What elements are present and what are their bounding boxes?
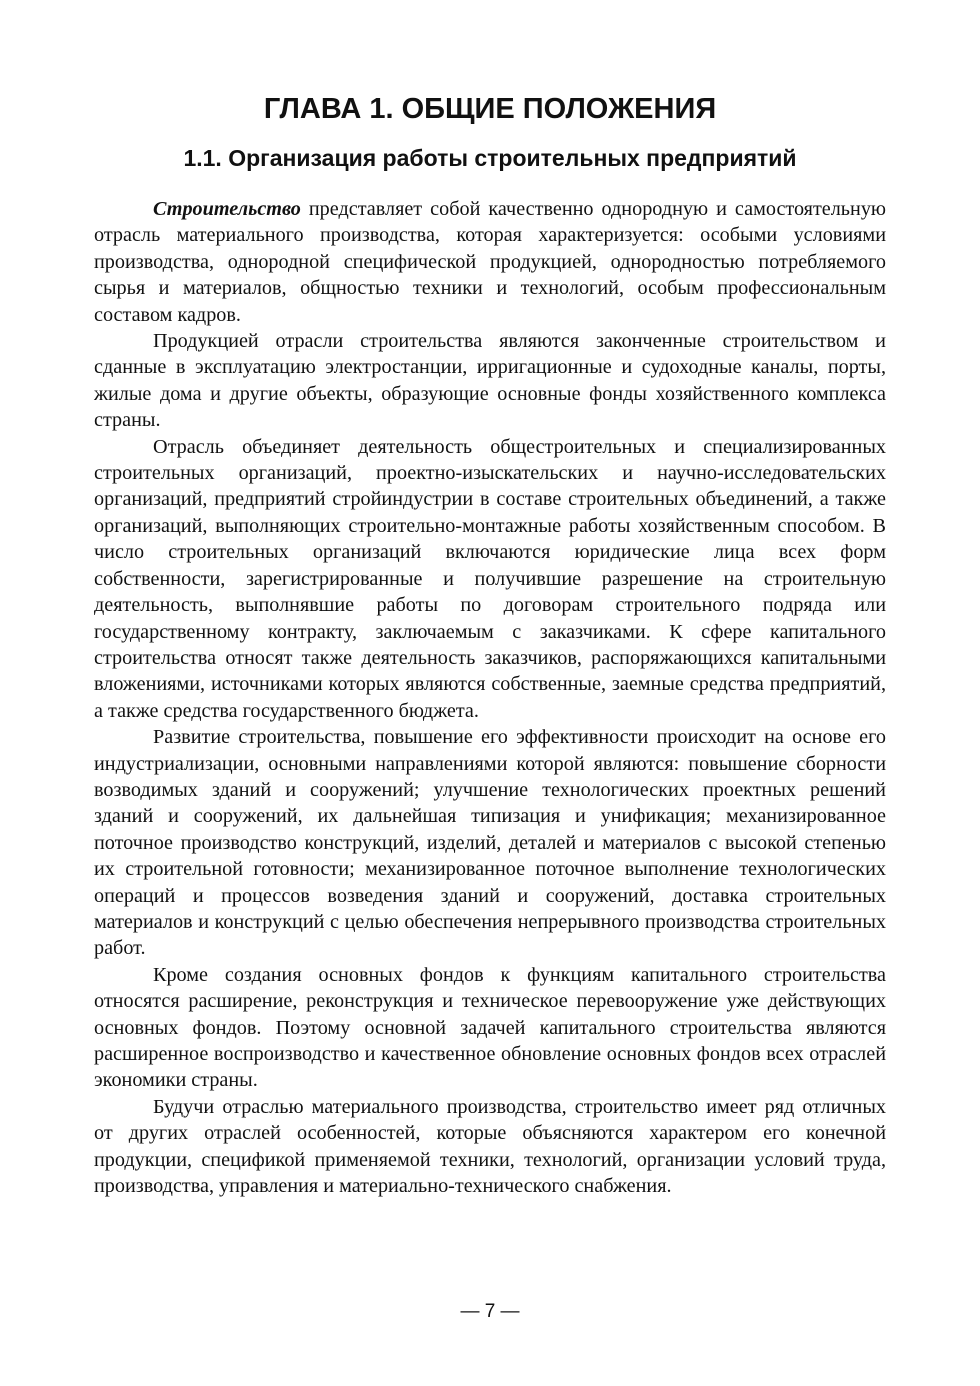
page-content [94,84,886,1199]
paragraph-6: Будучи отраслью материального производства, строительство имеет ряд отличных от других отраслей особенностей, которые объясняются характером его конечной продукции, спецификой применяемой техники, технологий, организации условий труда, производства, управления и материально-технического снабжения. [94,1095,886,1198]
paragraph-4: Развитие строительства, повышение его эффективности происходит на основе его индустриализации, основными направлениями которой являются: повышение сборности возводимых зданий и сооружений; улучшение технологических проектных решений зданий и сооружений, их дальнейшая типизация и унификация; механизированное поточное производство конструкций, изделий, деталей и материалов с высокой степенью их строительной готовности; механизированное поточное выполнение технологических операций и процессов возведения зданий и сооружений, доставка строительных материалов и конструкций с целью обеспечения непрерывного производства строительных работ. [94,726,886,960]
paragraph-1-text: представляет собой качественно однородную и самостоятельную отрасль материального производства, которая характеризуется: особыми условиями производства, однородной специфической продукцией, однородностью потребляемого сырья и материалов, общностью техники и технологий, особым профессиональным составом кадров. [94,198,886,326]
defined-term: Строительство [153,198,301,220]
paragraph-2: Продукцией отрасли строительства являются законченные строительством и сданные в эксплуатацию электростанции, ирригационные и судоходные каналы, порты, жилые дома и другие объекты, образующие основные фонды хозяйственного комплекса страны. [94,330,886,432]
paragraph-5: Кроме создания основных фондов к функциям капитального строительства относятся расширение, реконструкция и техническое перевооружение уже действующих основных фондов. Поэтому основной задачей капитального строительства являются расширенное воспроизводство и качественное обновление основных фондов всех отраслей экономики страны. [94,963,886,1092]
paragraph-1 [94,196,886,328]
page-number: — 7 — [460,1301,520,1322]
chapter-title: ГЛАВА 1. ОБЩИЕ ПОЛОЖЕНИЯ [263,93,717,125]
paragraph-3: Отрасль объединяет деятельность общестроительных и специализированных строительных организаций, проектно-изыскательских и научно-исследовательских организаций, предприятий стройиндустрии в составе строительных объединений, а также организаций, выполняющих строительно-монтажные работы хозяйственным способом. В число строительных организаций включаются юридические лица всех форм собственности, зарегистрированные и получившие разрешение на строительную деятельность, выполнявшие работы по договорам строительного подряда или государственному контракту, заключаемым с заказчиками. К сфере капитального строительства относят также деятельность заказчиков, распоряжающихся капитальными вложениями, источниками которых являются собственные, заемные средства предприятий, а также средства государственного бюджета. [94,435,886,722]
body-text [94,196,886,1199]
section-title: 1.1. Организация работы строительных предприятий [183,145,797,171]
